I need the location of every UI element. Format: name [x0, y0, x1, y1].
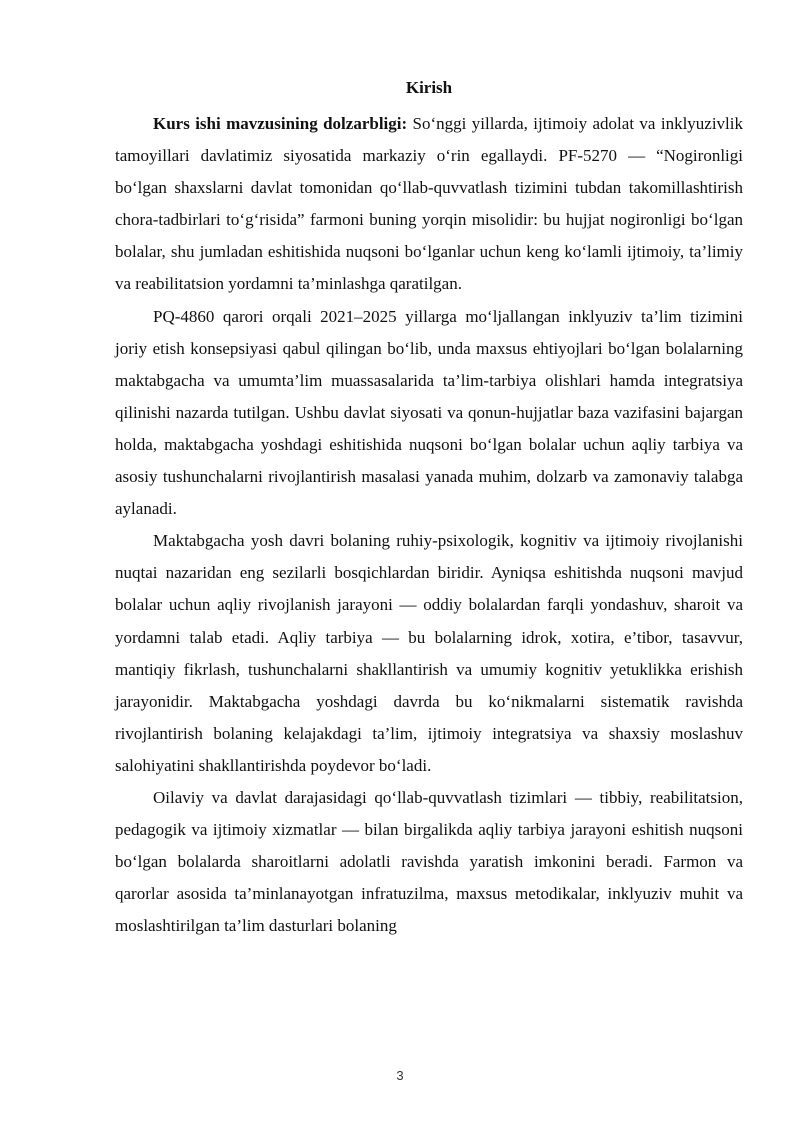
- page-content: [115, 76, 743, 942]
- paragraph-text: So‘nggi yillarda, ijtimoiy adolat va inklyuzivlik tamoyillari davlatimiz siyosatida markaziy o‘rin egallaydi. PF-5270 — “Nogironligi bo‘lgan shaxslarni davlat tomonidan qo‘llab-quvvatlash tizimini tubdan takomillashtirish chora-tadbirlari to‘g‘risida” farmoni buning yorqin misolidir: bu hujjat nogironligi bo‘lgan bolalar, shu jumladan eshitishida nuqsoni bo‘lganlar uchun keng ko‘lamli ijtimoiy, ta’limiy va reabilitatsion yordamni ta’minlashga qaratilgan.: [115, 114, 744, 294]
- paragraph-pq-4860: PQ-4860 qarori orqali 2021–2025 yillarga mo‘ljallangan inklyuziv ta’lim tizimini joriy etish konsepsiyasi qabul qilingan bo‘lib, unda maxsus ehtiyojlari bo‘lgan bolalarning maktabgacha va umumta’lim muassasalarida ta’lim-tarbiya olishlari hamda integratsiya qilinishi nazarda tutilgan. Ushbu davlat siyosati va qonun-hujjatlar baza vazifasini bajargan holda, maktabgacha yoshdagi eshitishida nuqsoni bo‘lgan bolalar uchun aqliy tarbiya va asosiy tushunchalarni rivojlantirish masalasi yanada muhim, dolzarb va zamonaviy talabga aylanadi.: [115, 306, 743, 519]
- paragraph-preschool-age: Maktabgacha yosh davri bolaning ruhiy-psixologik, kognitiv va ijtimoiy rivojlanishi nuqtai nazaridan eng sezilarli bosqichlardan biridir. Ayniqsa eshitishda nuqsoni mavjud bolalar uchun aqliy rivojlanish jarayoni — oddiy bolalardan farqli yondashuv, sharoit va yordamni talab etadi. Aqliy tarbiya — bu bolalarning idrok, xotira, e’tibor, tasavvur, mantiqiy fikrlash, tushunchalarni shakllantirish va umumiy kognitiv yetuklikka erishish jarayonidir. Maktabgacha yoshdagi davrda bu ko‘nikmalarni sistematik ravishda rivojlantirish bolaning kelajakdagi ta’lim, ijtimoiy integratsiya va shaxsiy moslashuv salohiyatini shakllantirishda poydevor bo‘ladi.: [115, 531, 743, 775]
- paragraph-relevance: [115, 108, 743, 301]
- page-title: Kirish: [405, 78, 453, 97]
- paragraph-lead-bold: Kurs ishi mavzusining dolzarbligi:: [153, 114, 408, 133]
- page-number: 3: [396, 1068, 404, 1083]
- paragraph-support-systems: Oilaviy va davlat darajasidagi qo‘llab-quvvatlash tizimlari — tibbiy, reabilitatsion, pedagogik va ijtimoiy xizmatlar — bilan birgalikda aqliy tarbiya jarayoni eshitish nuqsoni bo‘lgan bolalarda sharoitlarni adolatli ravishda yaratish imkonini beradi. Farmon va qarorlar asosida ta’minlanayotgan infratuzilma, maxsus metodikalar, inklyuziv muhit va moslashtirilgan ta’lim dasturlari bolaning: [115, 787, 743, 936]
